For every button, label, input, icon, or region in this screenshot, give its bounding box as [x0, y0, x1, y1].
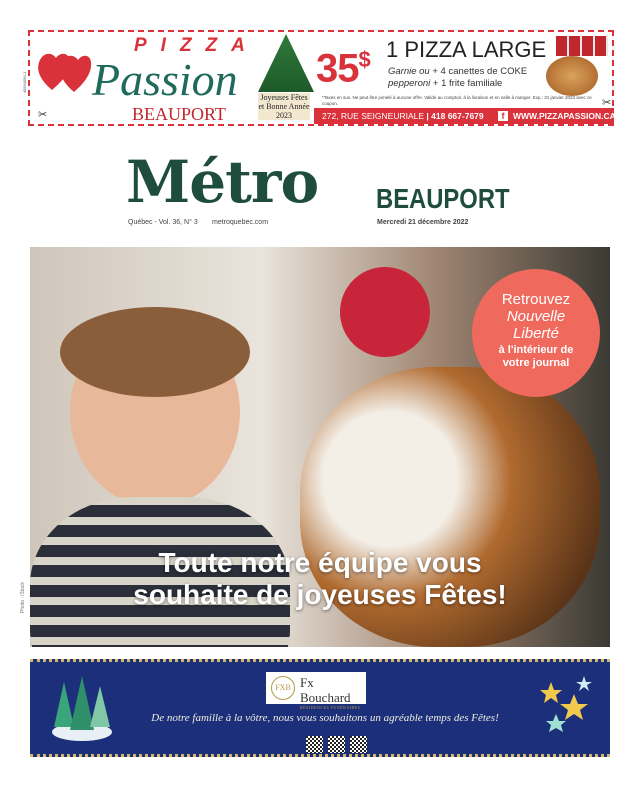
holiday-message: De notre famille à la vôtre, nous vous souhaitons un agréable temps des Fêtes! [151, 712, 499, 724]
facebook-icon[interactable]: f [498, 111, 508, 121]
pizza-image [546, 56, 598, 96]
offer-description [388, 66, 527, 90]
volume-info: Québec - Vol. 36, N° 3 [128, 219, 198, 226]
issue-date: Mercredi 21 décembre 2022 [377, 219, 469, 226]
pizza-passion-coupon-ad[interactable] [22, 30, 616, 126]
masthead-website[interactable]: metroquebec.com [212, 219, 269, 226]
qr-code-icon[interactable] [306, 736, 323, 753]
scissors-icon: ✂ [38, 109, 48, 121]
child-hair [60, 307, 250, 397]
brand-passion: Passion [92, 54, 238, 105]
promo-line: Retrouvez [501, 291, 571, 308]
headline-line: Toute notre équipe vous [158, 547, 482, 578]
promo-line: à l'intérieur de [498, 344, 574, 356]
contact-bar: 272, RUE SEIGNEURIALE | 418 667-7679 f WWW.PIZZAPASSION.CA [314, 108, 614, 124]
masthead-title: Métro [126, 148, 319, 216]
photo-credit: Photo : iStock [20, 582, 26, 613]
fx-bouchard-logo [266, 672, 366, 710]
qr-code-icon[interactable] [350, 736, 367, 753]
phone: 418 667-7679 [431, 111, 484, 121]
headline-line: souhaite de joyeuses Fêtes! [133, 579, 507, 610]
offer-extra-2: + 1 frite familiale [432, 78, 503, 89]
promo-line: Nouvelle [506, 308, 566, 325]
promo-line: Liberté [513, 325, 559, 342]
brand-location: BEAUPORT [132, 104, 226, 124]
brand-pizza: PIZZA [134, 35, 259, 56]
fx-bouchard-ad[interactable] [30, 659, 610, 757]
fine-print: *Taxes en sus. Ne peut être jumelé à aucune offre. Valide au comptoir, à la livraison et en salle à manger. Exp.: 31 janvier 2023 avec ce coupon. [322, 95, 592, 106]
address: 272, RUE SEIGNEURIALE [322, 111, 425, 121]
ad-code: 40564056-1 [22, 71, 28, 94]
price [316, 38, 370, 90]
monogram-icon: FXB [271, 676, 295, 700]
qr-code-icon[interactable] [328, 736, 345, 753]
offer-option-2: pepperoni [388, 78, 431, 89]
cover-photo [30, 247, 610, 647]
hearts-logo-icon [36, 44, 92, 96]
website-link[interactable]: WWW.PIZZAPASSION.CA [513, 111, 616, 121]
offer-option-1: Garnie ou [388, 66, 430, 77]
coke-cans-image [556, 36, 608, 56]
reindeer-antler [340, 267, 430, 357]
holiday-greeting: Joyeuses Fêtes et Bonne Année 2023 [258, 93, 310, 120]
hanging-stars-icon [536, 672, 596, 742]
scissors-icon: ✂ [602, 97, 612, 109]
cover-headline [30, 547, 610, 611]
nouvelle-liberte-promo[interactable] [472, 269, 600, 397]
christmas-trees-icon [52, 672, 112, 742]
masthead-edition: BEAUPORT [376, 183, 510, 214]
offer-title: 1 PIZZA LARGE [386, 37, 547, 62]
promo-line: votre journal [502, 357, 570, 369]
offer-extra-1: + 4 canettes de COKE [432, 66, 528, 77]
currency: $ [358, 47, 370, 72]
christmas-tree-icon [258, 34, 314, 92]
brand-name: Fx Bouchard [300, 675, 351, 705]
price-value: 35 [316, 46, 359, 91]
brand-subtitle: RÉSIDENCES FUNÉRAIRES [300, 705, 361, 710]
